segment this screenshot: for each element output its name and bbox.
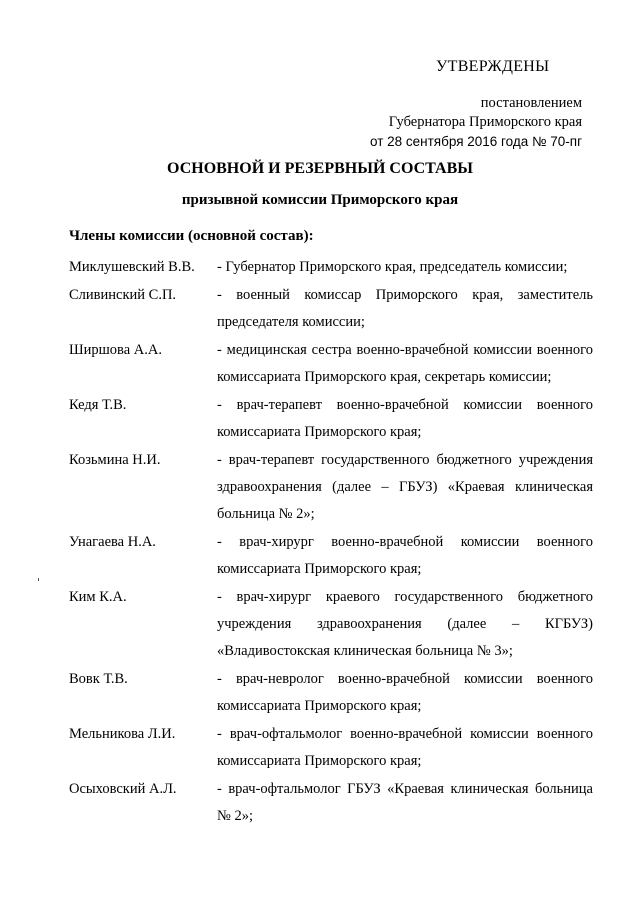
member-role: - медицинская сестра военно-врачебной комиссии военного комиссариата Приморского края, секретарь комиссии;: [217, 342, 593, 385]
member-role: - врач-хирург краевого государственного бюджетного учреждения здравоохранения (далее – КГБУЗ) «Владивостокская клиническая больница № 3»;: [217, 589, 593, 659]
member-entry: [69, 392, 593, 446]
member-role: - врач-терапевт военно-врачебной комиссии военного комиссариата Приморского края;: [217, 397, 593, 440]
member-role: - врач-хирург военно-врачебной комиссии военного комиссариата Приморского края;: [217, 534, 593, 577]
member-entry: [69, 584, 593, 665]
decree-line-2: Губернатора Приморского края: [388, 114, 582, 130]
member-name: Осыховский А.Л.: [69, 781, 177, 797]
member-entry: [69, 282, 593, 336]
document-subtitle: призывной комиссии Приморского края: [181, 192, 459, 208]
members-list: [69, 254, 593, 830]
margin-mark: [38, 578, 39, 581]
member-name: Унагаева Н.А.: [69, 534, 156, 550]
member-entry: [69, 254, 593, 281]
member-entry: [69, 337, 593, 391]
member-entry: [69, 529, 593, 583]
decree-reference: [370, 94, 582, 151]
member-name: Сливинский С.П.: [69, 287, 177, 303]
section-heading: Члены комиссии (основной состав):: [69, 228, 314, 244]
decree-date-line: от 28 сентября 2016 года № 70-пг: [369, 134, 582, 149]
member-entry: [69, 776, 593, 830]
member-role: - врач-офтальмолог военно-врачебной комиссии военного комиссариата Приморского края;: [217, 726, 593, 769]
member-role: - врач-невролог военно-врачебной комиссии военного комиссариата Приморского края;: [217, 671, 593, 714]
member-name: Ширшова А.А.: [69, 342, 162, 358]
member-role: - Губернатор Приморского края, председатель комиссии;: [217, 259, 568, 275]
member-name: Вовк Т.В.: [69, 671, 128, 687]
document-title: ОСНОВНОЙ И РЕЗЕРВНЫЙ СОСТАВЫ: [167, 160, 473, 177]
member-entry: [69, 447, 593, 528]
member-name: Миклушевский В.В.: [69, 259, 195, 275]
member-name: Мельникова Л.И.: [69, 726, 176, 742]
member-name: Кедя Т.В.: [69, 397, 127, 413]
member-entry: [69, 721, 593, 775]
approval-stamp-heading: УТВЕРЖДЕНЫ: [436, 58, 550, 75]
member-role: - врач-офтальмолог ГБУЗ «Краевая клиническая больница № 2»;: [217, 781, 593, 824]
member-role: - военный комиссар Приморского края, заместитель председателя комиссии;: [217, 287, 593, 330]
member-role: - врач-терапевт государственного бюджетного учреждения здравоохранения (далее – ГБУЗ) «Краевая клиническая больница № 2»;: [217, 452, 593, 522]
decree-line-1: постановлением: [480, 95, 582, 111]
member-entry: [69, 666, 593, 720]
member-name: Козьмина Н.И.: [69, 452, 161, 468]
member-name: Ким К.А.: [69, 589, 127, 605]
